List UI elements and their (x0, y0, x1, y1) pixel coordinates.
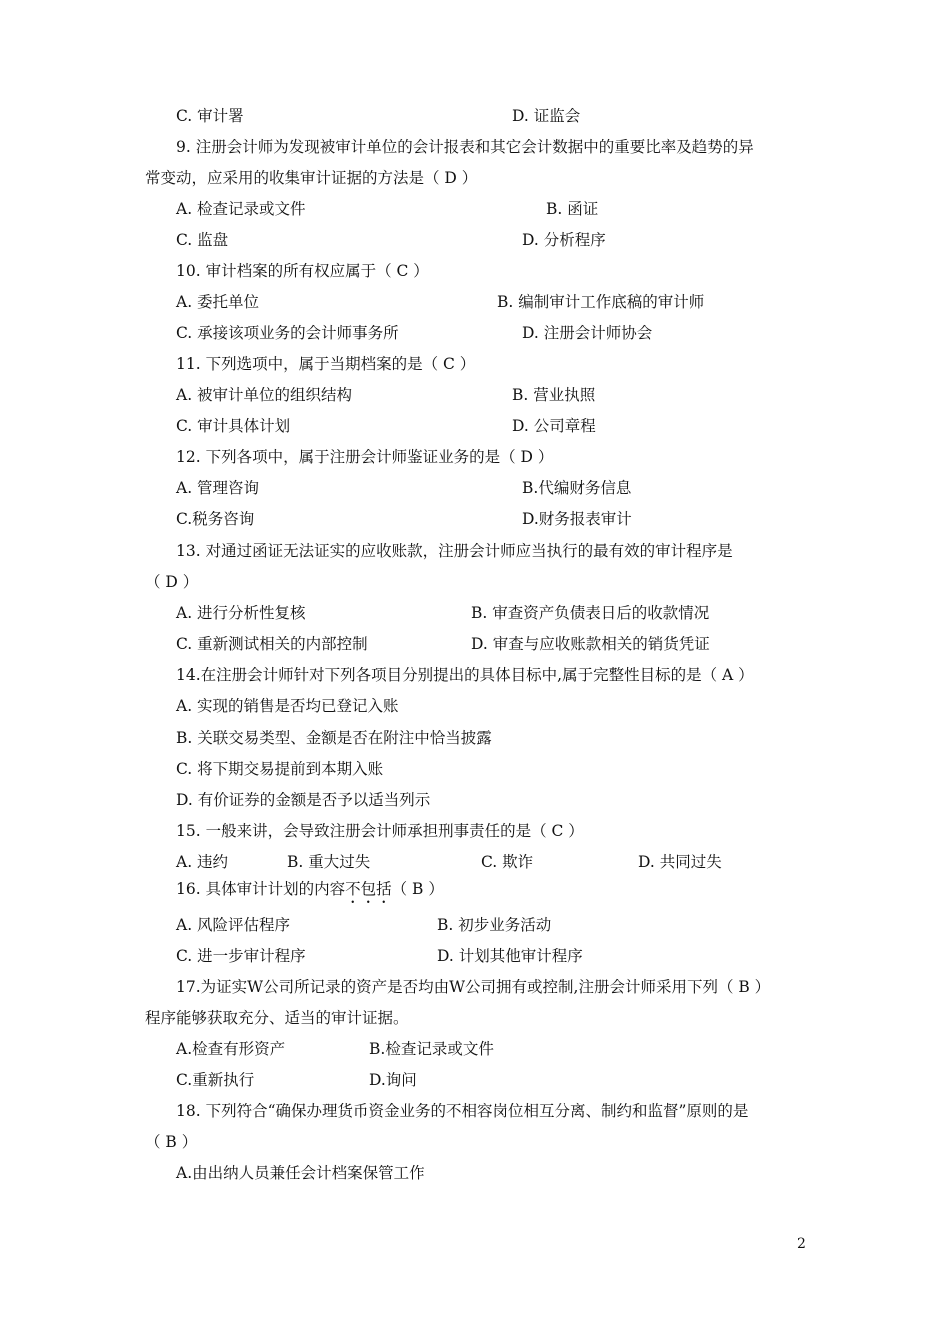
q12-option-b: B.代编财务信息 (522, 479, 632, 497)
q18-option-a: A.由出纳人员兼任会计档案保管工作 (176, 1164, 425, 1182)
page-number: 2 (797, 1236, 806, 1252)
q17-option-d: D.询问 (369, 1071, 417, 1089)
q9-option-d: D. 分析程序 (522, 231, 606, 249)
q18-stem-line-2: （ B ） (145, 1133, 198, 1151)
q10-option-d: D. 注册会计师协会 (522, 324, 653, 342)
q14-stem: 14.在注册会计师针对下列各项目分别提出的具体目标中,属于完整性目标的是（ A ） (176, 666, 754, 684)
q10-option-b: B. 编制审计工作底稿的审计师 (497, 293, 705, 311)
q12-stem: 12. 下列各项中，属于注册会计师鉴证业务的是（ D ） (176, 448, 554, 466)
q17-option-c: C.重新执行 (176, 1071, 255, 1089)
q17-option-b: B.检查记录或文件 (369, 1040, 494, 1058)
q15-option-c: C. 欺诈 (481, 853, 534, 871)
q14-option-b: B. 关联交易类型、金额是否在附注中恰当披露 (176, 729, 492, 747)
q11-stem: 11. 下列选项中，属于当期档案的是（ C ） (176, 355, 476, 373)
q14-option-c: C. 将下期交易提前到本期入账 (176, 760, 384, 778)
q12-option-a: A. 管理咨询 (176, 479, 260, 497)
q16-stem-emphasis: 不包括 (345, 880, 392, 898)
q9-option-c: C. 监盘 (176, 231, 229, 249)
q17-option-a: A.检查有形资产 (176, 1040, 286, 1058)
q9-option-b: B. 函证 (546, 200, 599, 218)
q13-stem-line-2: （ D ） (145, 573, 199, 591)
q9-option-a: A. 检查记录或文件 (176, 200, 306, 218)
q9-stem-line-2: 常变动，应采用的收集审计证据的方法是（ D ） (145, 169, 478, 187)
q16-stem (176, 879, 444, 907)
q14-option-d: D. 有价证券的金额是否予以适当列示 (176, 791, 431, 809)
q11-option-b: B. 营业执照 (512, 386, 596, 404)
q16-option-b: B. 初步业务活动 (437, 916, 552, 934)
q13-option-b: B. 审查资产负债表日后的收款情况 (471, 604, 710, 622)
q10-option-a: A. 委托单位 (176, 293, 260, 311)
q11-option-d: D. 公司章程 (512, 417, 596, 435)
q12-option-c: C.税务咨询 (176, 510, 255, 528)
q15-option-a: A. 违约 (176, 853, 229, 871)
q13-option-d: D. 审查与应收账款相关的销货凭证 (471, 635, 710, 653)
q12-option-d: D.财务报表审计 (522, 510, 632, 528)
q11-option-a: A. 被审计单位的组织结构 (176, 386, 353, 404)
q15-option-d: D. 共同过失 (638, 853, 722, 871)
q9-stem-line-1: 9. 注册会计师为发现被审计单位的会计报表和其它会计数据中的重要比率及趋势的异 (176, 138, 754, 156)
q16-stem-post: （ B ） (391, 880, 444, 898)
q8-option-c: C. 审计署 (176, 107, 244, 125)
q16-option-a: A. 风险评估程序 (176, 916, 291, 934)
q17-stem-line-1: 17.为证实W公司所记录的资产是否均由W公司拥有或控制,注册会计师采用下列（ B ） (176, 978, 771, 996)
q18-stem-line-1: 18. 下列符合“确保办理货币资金业务的不相容岗位相互分离、制约和监督”原则的是 (176, 1102, 749, 1120)
q15-option-b: B. 重大过失 (287, 853, 371, 871)
q8-option-d: D. 证监会 (512, 107, 581, 125)
q14-option-a: A. 实现的销售是否均已登记入账 (176, 697, 399, 715)
q10-option-c: C. 承接该项业务的会计师事务所 (176, 324, 399, 342)
q16-option-d: D. 计划其他审计程序 (437, 947, 583, 965)
q10-stem: 10. 审计档案的所有权应属于（ C ） (176, 262, 429, 280)
q11-option-c: C. 审计具体计划 (176, 417, 291, 435)
q16-option-c: C. 进一步审计程序 (176, 947, 306, 965)
q13-option-c: C. 重新测试相关的内部控制 (176, 635, 368, 653)
q16-stem-pre: 16. 具体审计计划的内容 (176, 880, 346, 898)
q15-stem: 15. 一般来讲，会导致注册会计师承担刑事责任的是（ C ） (176, 822, 584, 840)
q13-stem-line-1: 13. 对通过函证无法证实的应收账款，注册会计师应当执行的最有效的审计程序是 (176, 542, 733, 560)
q17-stem-line-2: 程序能够获取充分、适当的审计证据。 (145, 1009, 409, 1027)
q13-option-a: A. 进行分析性复核 (176, 604, 306, 622)
